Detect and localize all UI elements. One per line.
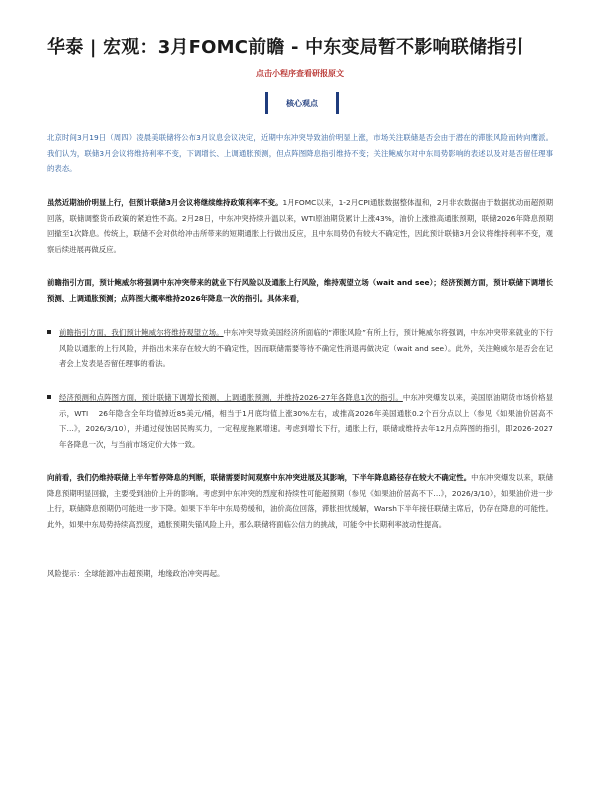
mini-program-link[interactable]: 点击小程序查看研报原文 [256,69,344,78]
paragraph-forward-body: 中东冲突爆发以来，联储降息预期明显回撤，主要受到油价上升的影响。考虑到中东冲突的烈度和持续性可能超预期（参见《如果油价居高不下…》，2026/3/10），如果油价进一步上行，联储降息预期仍可能进一步下降。如果下半年中东局势缓和，油价高位回落，滞胀担忧缓解，Warsh下半年接任联储主席后，仍存在降息的可能性。此外，如果中东局势持续高烈度，通胀预期失锚风险上升，那么联储将面临公信力的挑战，可能令中长期利率波动性提高。 [47,473,553,529]
summary-paragraph: 北京时间3月19日（周四）凌晨美联储将公布3月议息会议决定，近期中东冲突导致油价明显上涨，市场关注联储是否会由于潜在的滞胀风险而转向鹰派。我们认为，联储3月会议将维持利率不变，下调增长、上调通胀预测，但点阵图降息指引维持不变；关注鲍威尔对中东局势影响的表述以及对是否留任理事的表态。 [47,133,553,174]
paragraph-outlook-summary: 前瞻指引方面，预计鲍威尔将强调中东冲突带来的就业下行风险以及通胀上行风险，维持观望立场（wait and see）；经济预测方面，预计联储下调增长预测、上调通胀预测；点阵图大概率维持2026年降息一次的指引。具体来看， [47,278,553,303]
bullet-projections [47,390,553,452]
risk-warning: 风险提示：全球能源冲击超预期，地缘政治冲突再起。 [47,569,225,578]
bullet-projections-lead: 经济预测和点阵图方面，预计联储下调增长预测，上调通胀预测，并维持2026-27年各降息1次的指引。 [59,393,403,402]
bullet-guidance-body: 中东冲突导致美国经济所面临的“滞胀风险”有所上行，预计鲍威尔将强调，中东冲突带来就业的下行风险以通胀的上行风险，并指出未来存在较大的不确定性，因而联储需要等待不确定性消退再做决定（wait and see）。此外，关注鲍威尔是否会在记者会上发表是否留任理事的看法。 [59,328,553,369]
bullet-projections-body: 中东冲突爆发以来，美国原油期货市场价格显示，WTI 26年隐含全年均值掉近85美元/桶，相当于1月底均值上涨30%左右，或推高2026年美国通胀0.2个百分点以上（参见《如果油价居高不下…》，2026/3/10），并通过侵蚀居民购买力，一定程度拖累增速。考虑到增长下行，通胀上行，联储或维持去年12月点阵图的指引，即2026-2027年各降息一次，与当前市场定价大体一致。 [59,393,553,449]
bullet-guidance-lead: 前瞻指引方面，我们预计鲍威尔将维持观望立场。 [59,328,224,337]
section-label: 核心观点 [286,98,318,108]
paragraph-rates-body: 1月FOMC以来，1-2月CPI通胀数据整体温和，2月非农数据由于数据扰动而超预期回落，联储调整货币政策的紧迫性不高。2月28日，中东冲突持续升温以来，WTI原油期货累计上涨43%，油价上涨推高通胀预期，联储2026年降息预期回撤至1次降息。传统上，联储不会对供给冲击所带来的短期通胀上行做出反应，且中东局势仍有较大不确定性，因此预计联储3月会议将维持利率不变，观察后续进展再做反应。 [47,198,553,254]
paragraph-forward-lead: 向前看，我们仍维持联储上半年暂停降息的判断，联储需要时间观察中东冲突进展及其影响，下半年降息路径存在较大不确定性。 [47,473,472,482]
paragraph-forward [47,470,553,532]
bullet-guidance [47,325,553,372]
paragraph-rates-lead: 虽然近期油价明显上行，但预计联储3月会议将继续维持政策利率不变。 [47,198,283,207]
paragraph-rates [47,195,553,257]
bullet-dot [47,330,51,334]
bullet-dot [47,395,51,399]
page-title: 华泰 | 宏观：3月FOMC前瞻 - 中东变局暂不影响联储指引 [47,37,524,58]
section-label-box [265,92,339,114]
